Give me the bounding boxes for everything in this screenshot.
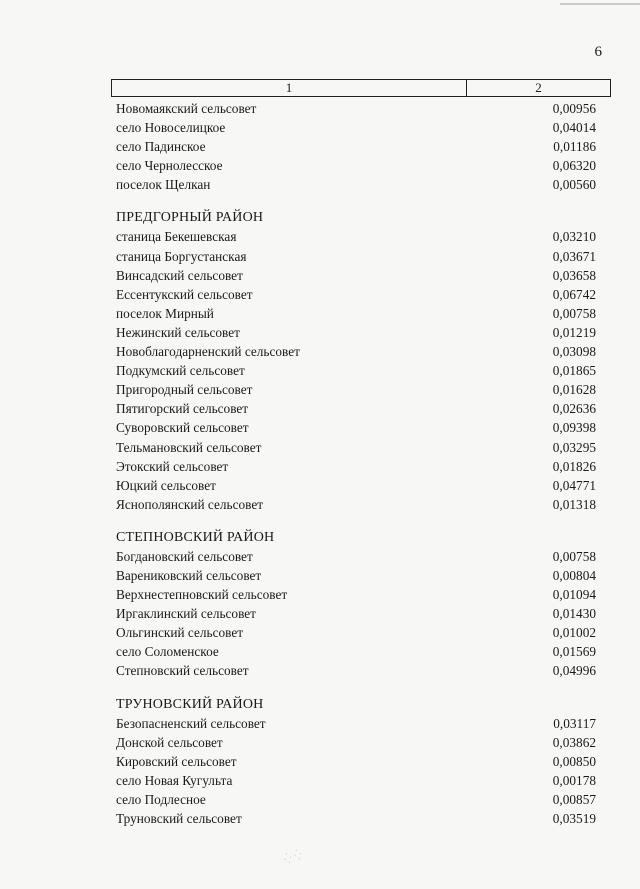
coefficient-value: 0,04771 [552, 477, 596, 493]
table-row [116, 227, 596, 246]
table-row [116, 399, 596, 418]
coefficient-value: 0,03519 [552, 811, 596, 826]
table-row [116, 714, 596, 733]
coefficient-value: 0,03658 [552, 267, 596, 283]
coefficient-value: 0,00850 [552, 753, 596, 769]
settlement-name: Новоблагодарненский сельсовет [116, 344, 300, 360]
settlement-name: село Падинское [116, 139, 206, 155]
settlement-name: Суворовский сельсовет [116, 420, 249, 436]
coefficient-value: 0,01318 [552, 496, 596, 512]
settlement-name: поселок Мирный [116, 305, 214, 321]
settlement-name: Винсадский сельсовет [116, 267, 243, 283]
table-row [116, 156, 596, 175]
settlement-name: село Новая Кугульта [116, 772, 233, 788]
settlement-name: Нежинский сельсовет [116, 324, 240, 340]
coefficient-value: 0,04996 [552, 663, 596, 679]
table-row [116, 566, 596, 585]
coefficient-value: 0,00758 [552, 305, 596, 321]
coefficient-value: 0,00804 [552, 567, 596, 583]
settlement-name: Новомаякский сельсовет [116, 101, 257, 116]
settlement-name: Пятигорский сельсовет [116, 401, 249, 417]
settlement-name: Юцкий сельсовет [116, 477, 216, 493]
settlement-name: Богдановский сельсовет [116, 548, 253, 564]
district-title: ТРУНОВСКИЙ РАЙОН [116, 696, 264, 712]
coefficient-value: 0,02636 [552, 401, 596, 417]
table-row [116, 604, 596, 623]
settlement-name: Донской сельсовет [116, 734, 223, 750]
table-row [116, 495, 596, 514]
district-title: ПРЕДГОРНЫЙ РАЙОН [116, 210, 264, 226]
coefficient-value: 0,09398 [552, 420, 596, 436]
coefficient-value: 0,03117 [553, 715, 596, 731]
coefficient-value: 0,03295 [552, 439, 596, 455]
district-title: СТЕПНОВСКИЙ РАЙОН [116, 529, 275, 545]
coefficient-value: 0,01569 [552, 644, 596, 660]
coefficient-value: 0,01002 [552, 625, 596, 641]
coefficient-value: 0,00758 [552, 548, 596, 564]
table-row [116, 642, 596, 661]
coefficient-value: 0,03210 [552, 229, 596, 245]
coefficient-value: 0,01430 [552, 606, 596, 622]
table-row [116, 342, 596, 361]
table-row [116, 380, 596, 399]
settlement-name: село Чернолесское [116, 158, 223, 174]
settlement-name: Кировский сельсовет [116, 753, 237, 769]
settlement-name: Ольгинский сельсовет [116, 625, 244, 641]
table-row [116, 457, 596, 476]
table-row [116, 137, 596, 156]
settlement-name: Ессентукский сельсовет [116, 286, 253, 302]
table-row [116, 175, 596, 194]
coefficient-value: 0,06320 [552, 158, 596, 174]
table-row [116, 99, 596, 118]
table-row [116, 661, 596, 680]
coefficient-value: 0,03098 [552, 344, 596, 360]
settlement-name: станица Боргустанская [116, 248, 247, 264]
column-header-2: 2 [535, 80, 542, 95]
table-row [116, 547, 596, 566]
coefficient-value: 0,03671 [552, 248, 596, 264]
settlement-name: Степновский сельсовет [116, 663, 249, 679]
settlement-name: Безопасненский сельсовет [116, 715, 266, 731]
settlement-name: станица Бекешевская [116, 229, 237, 245]
settlement-name: Подкумский сельсовет [116, 363, 245, 379]
table-row [116, 118, 596, 137]
table-row [116, 585, 596, 604]
coefficient-value: 0,01186 [553, 139, 596, 155]
table-row [116, 790, 596, 809]
coefficient-value: 0,04014 [552, 120, 596, 136]
coefficient-value: 0,01219 [552, 324, 596, 340]
table-row [116, 476, 596, 495]
district-section [116, 695, 596, 829]
table-row [116, 247, 596, 266]
table-row [116, 438, 596, 457]
page-number: 6 [594, 44, 602, 60]
coefficient-value: 0,06742 [552, 286, 596, 302]
table-row [116, 418, 596, 437]
coefficient-value: 0,01865 [552, 363, 596, 379]
coefficient-value: 0,03862 [552, 734, 596, 750]
coefficient-value: 0,01628 [552, 382, 596, 398]
scan-corner-mark [560, 3, 640, 5]
district-section [116, 208, 596, 513]
table-row [116, 733, 596, 752]
settlement-name: Этокский сельсовет [116, 458, 229, 474]
column-header-row [111, 79, 611, 97]
scan-smudge: ⁛ ⁛ [282, 849, 304, 866]
settlement-name: Тельмановский сельсовет [116, 439, 262, 455]
settlement-name: село Соломенское [116, 644, 219, 660]
table-row [116, 361, 596, 380]
table-row [116, 752, 596, 771]
settlement-name: поселок Щелкан [116, 177, 211, 193]
table-row [116, 266, 596, 285]
table-body [116, 99, 596, 828]
settlement-name: село Подлесное [116, 791, 206, 807]
coefficient-value: 0,00178 [552, 772, 596, 788]
coefficient-value: 0,00956 [552, 101, 596, 116]
settlement-name: Иргаклинский сельсовет [116, 606, 256, 622]
settlement-name: Пригородный сельсовет [116, 382, 253, 398]
table-row [116, 623, 596, 642]
coefficient-value: 0,01826 [552, 458, 596, 474]
table-row [116, 771, 596, 790]
settlement-name: Варениковский сельсовет [116, 567, 262, 583]
column-header-1: 1 [112, 80, 467, 96]
table-row [116, 323, 596, 342]
settlement-name: село Новоселицкое [116, 120, 226, 136]
coefficient-value: 0,00560 [552, 177, 596, 193]
settlement-name: Труновский сельсовет [116, 811, 242, 826]
table-row [116, 809, 596, 828]
settlement-name: Верхнестепновский сельсовет [116, 587, 288, 603]
table-row [116, 285, 596, 304]
district-section [116, 528, 596, 681]
coefficient-value: 0,00857 [552, 791, 596, 807]
table-row [116, 304, 596, 323]
settlement-name: Яснополянский сельсовет [116, 496, 264, 512]
coefficient-value: 0,01094 [552, 587, 596, 603]
district-section [116, 99, 596, 194]
